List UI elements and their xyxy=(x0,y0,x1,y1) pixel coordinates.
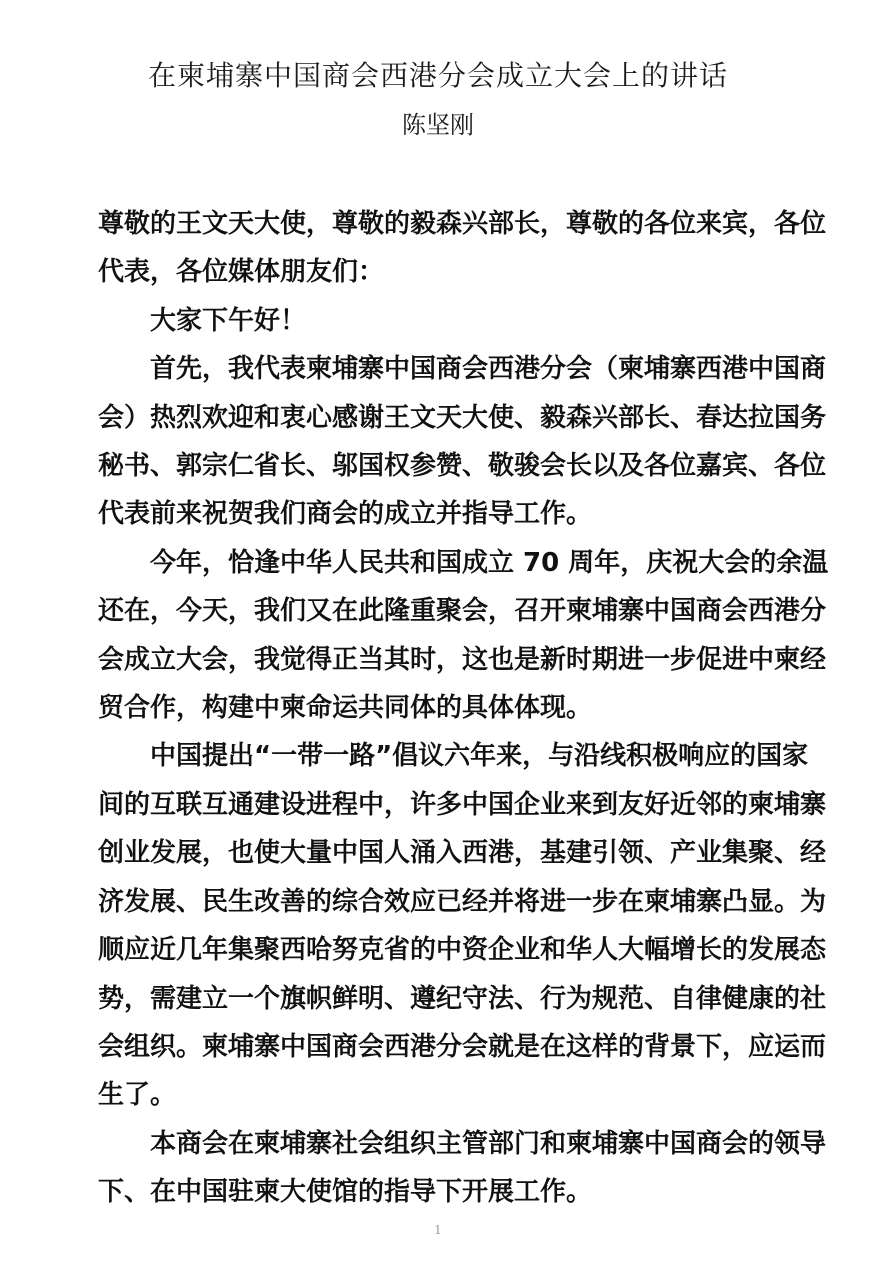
salutation-paragraph: 尊敬的王文天大使，尊敬的毅森兴部长，尊敬的各位来宾，各位代表，各位媒体朋友们： xyxy=(98,209,827,288)
speech-author: 陈坚刚 xyxy=(402,111,474,139)
anniversary-paragraph: 今年，恰逢中华人民共和国成立 70 周年，庆祝大会的余温还在，今天，我们又在此隆重聚会，召开柬埔寨中国商会西港分会成立大会，我觉得正当其时，这也是新时期进一步促进中柬经贸合作，构建中柬命运共同体的具体体现。 xyxy=(98,547,829,724)
speech-body xyxy=(98,200,830,1217)
belt-road-paragraph: 中国提出“一带一路”倡议六年来，与沿线积极响应的国家间的互联互通建设进程中，许多中国企业来到友好近邻的柬埔寨创业发展，也使大量中国人涌入西港，基建引领、产业集聚、经济发展、民生改善的综合效应已经并将进一步在柬埔寨凸显。为顺应近几年集聚西哈努克省的中资企业和华人大幅增长的发展态势，需建立一个旗帜鲜明、遵纪守法、行为规范、自律健康的社会组织。柬埔寨中国商会西港分会就是在这样的背景下，应运而生了。 xyxy=(98,741,827,1111)
governance-paragraph: 本商会在柬埔寨社会组织主管部门和柬埔寨中国商会的领导下、在中国驻柬大使馆的指导下开展工作。 xyxy=(98,1128,827,1208)
greeting-paragraph: 大家下午好！ xyxy=(150,305,307,336)
welcome-paragraph: 首先，我代表柬埔寨中国商会西港分会（柬埔寨西港中国商会）热烈欢迎和衷心感谢王文天大使、毅森兴部长、春达拉国务秘书、郭宗仁省长、邬国权参赞、敬骏会长以及各位嘉宾、各位代表前来祝贺我们商会的成立并指导工作。 xyxy=(98,354,827,530)
speech-title: 在柬埔寨中国商会西港分会成立大会上的讲话 xyxy=(147,59,728,92)
page-number: 1 xyxy=(434,1223,442,1237)
